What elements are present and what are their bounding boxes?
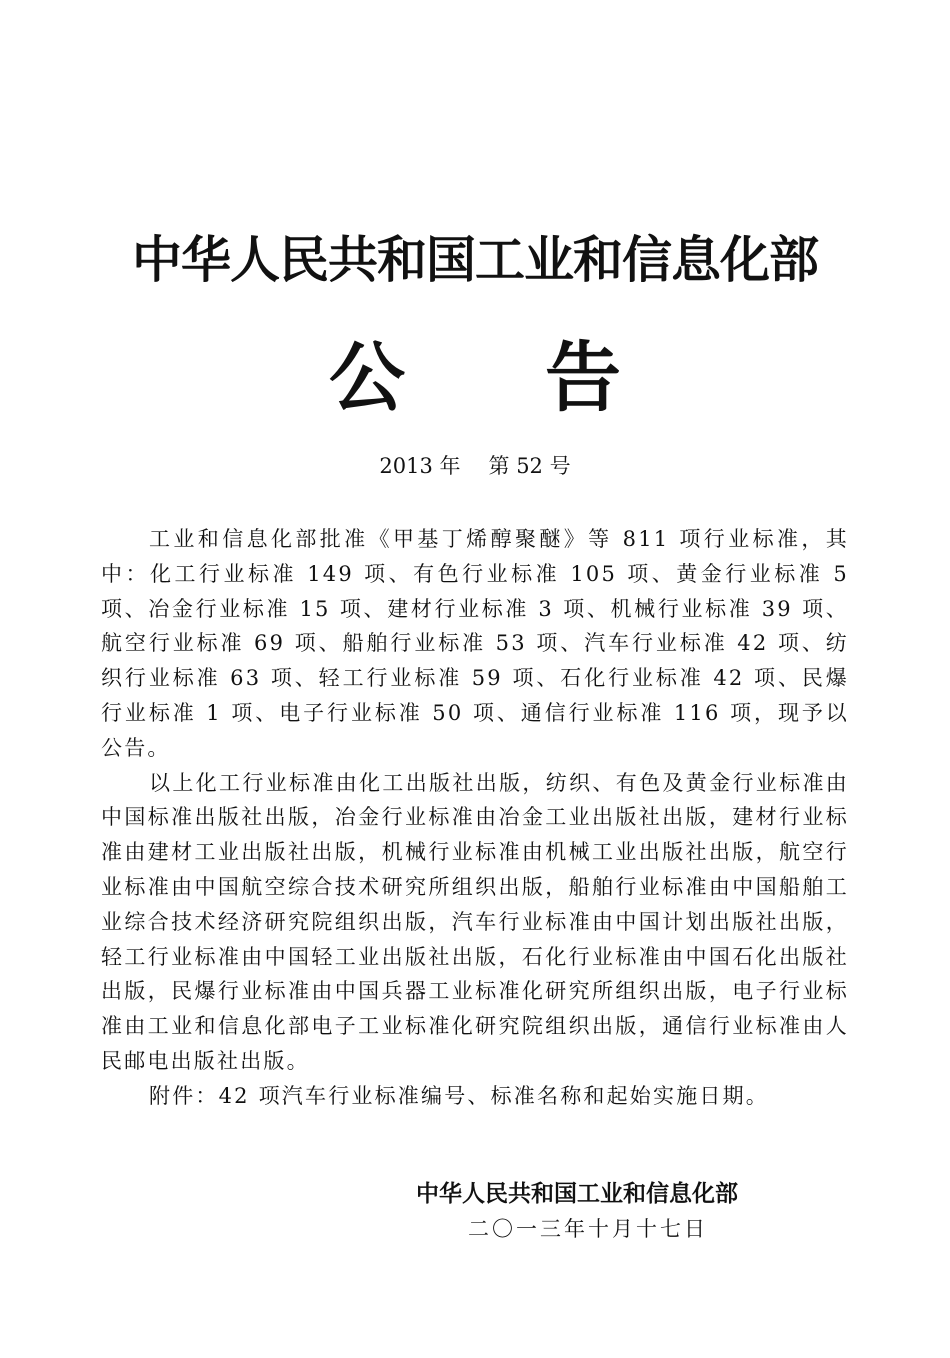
body-paragraph-attachment: 附件：42 项汽车行业标准编号、标准名称和起始实施日期。 [149, 1083, 769, 1108]
notice-title [0, 333, 950, 422]
body-paragraph-2: 以上化工行业标准由化工出版社出版，纺织、有色及黄金行业标准由中国标准出版社出版，冶金行业标准由冶金工业出版社出版，建材行业标准由建材工业出版社出版，机械行业标准由机械工业出版社出版，航空行业标准由中国航空综合技术研究所组织出版，船舶行业标准由中国船舶工业综合技术经济研究院组织出版，汽车行业标准由中国计划出版社出版，轻工行业标准由中国轻工业出版社出版，石化行业标准由中国石化出版社出版，民爆行业标准由中国兵器工业标准化研究所组织出版，电子行业标准由工业和信息化部电子工业标准化研究院组织出版，通信行业标准由人民邮电出版社出版。 [101, 770, 849, 1073]
body-paragraph-1: 工业和信息化部批准《甲基丁烯醇聚醚》等 811 项行业标准，其中：化工行业标准 149 项、有色行业标准 105 项、黄金行业标准 5 项、冶金行业标准 15 项、建材行业标准 3 项、机械行业标准 39 项、航空行业标准 69 项、船舶行业标准 53 项、汽车行业标准 42 项、纺织行业标准 63 项、轻工行业标准 59 项、石化行业标准 42 项、民爆行业标准 1 项、电子行业标准 50 项、通信行业标准 116 项，现予以公告。 [101, 527, 849, 760]
signature-date: 二〇一三年十月十七日 [468, 1217, 708, 1241]
notice-title-char-1: 公 [329, 333, 405, 422]
ministry-title: 中华人民共和国工业和信息化部 [132, 231, 818, 289]
issue-number: 第 52 号 [488, 454, 571, 478]
notice-body [101, 522, 849, 1114]
notice-title-char-2: 告 [545, 333, 621, 422]
issue-year: 2013 年 [379, 454, 461, 478]
issue-line [0, 452, 950, 480]
signature-organization: 中华人民共和国工业和信息化部 [416, 1181, 738, 1207]
